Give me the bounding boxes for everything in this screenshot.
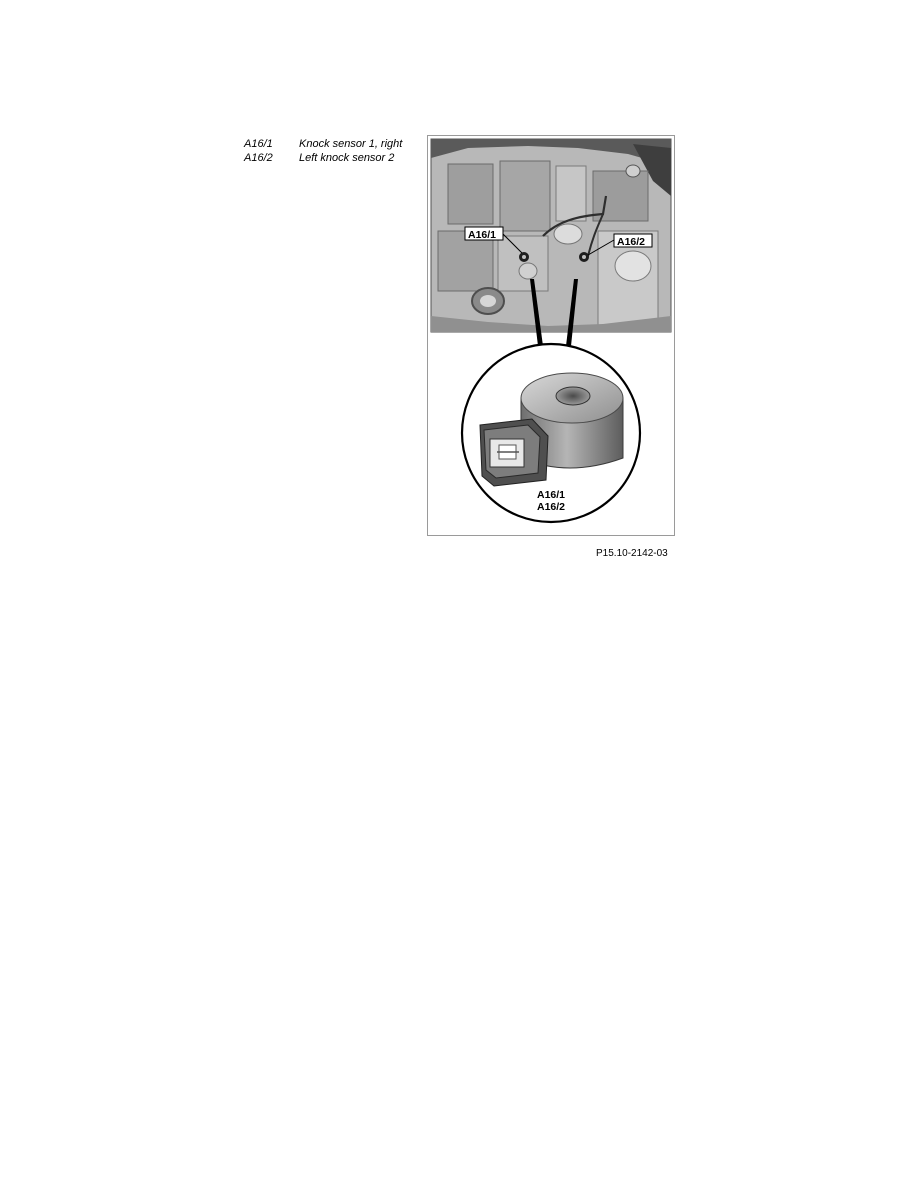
legend-description: Left knock sensor 2 [299, 152, 395, 164]
legend-code: A16/2 [244, 152, 273, 164]
detail-label-a16-1: A16/1 [537, 489, 566, 501]
figure-id: P15.10-2142-03 [596, 548, 668, 559]
figure-frame [427, 135, 675, 536]
callout-a16-2: A16/2 [617, 236, 646, 248]
legend-item [244, 137, 402, 151]
sensor-detail-circle [462, 344, 640, 522]
callout-a16-1: A16/1 [468, 229, 497, 241]
legend-item [244, 151, 402, 165]
knock-sensor-illustration [428, 136, 674, 535]
engine-block-photo [431, 139, 671, 332]
legend-code: A16/1 [244, 138, 273, 150]
detail-label-a16-2: A16/2 [537, 501, 566, 513]
legend-description: Knock sensor 1, right [299, 138, 403, 150]
legend-list [244, 137, 402, 165]
